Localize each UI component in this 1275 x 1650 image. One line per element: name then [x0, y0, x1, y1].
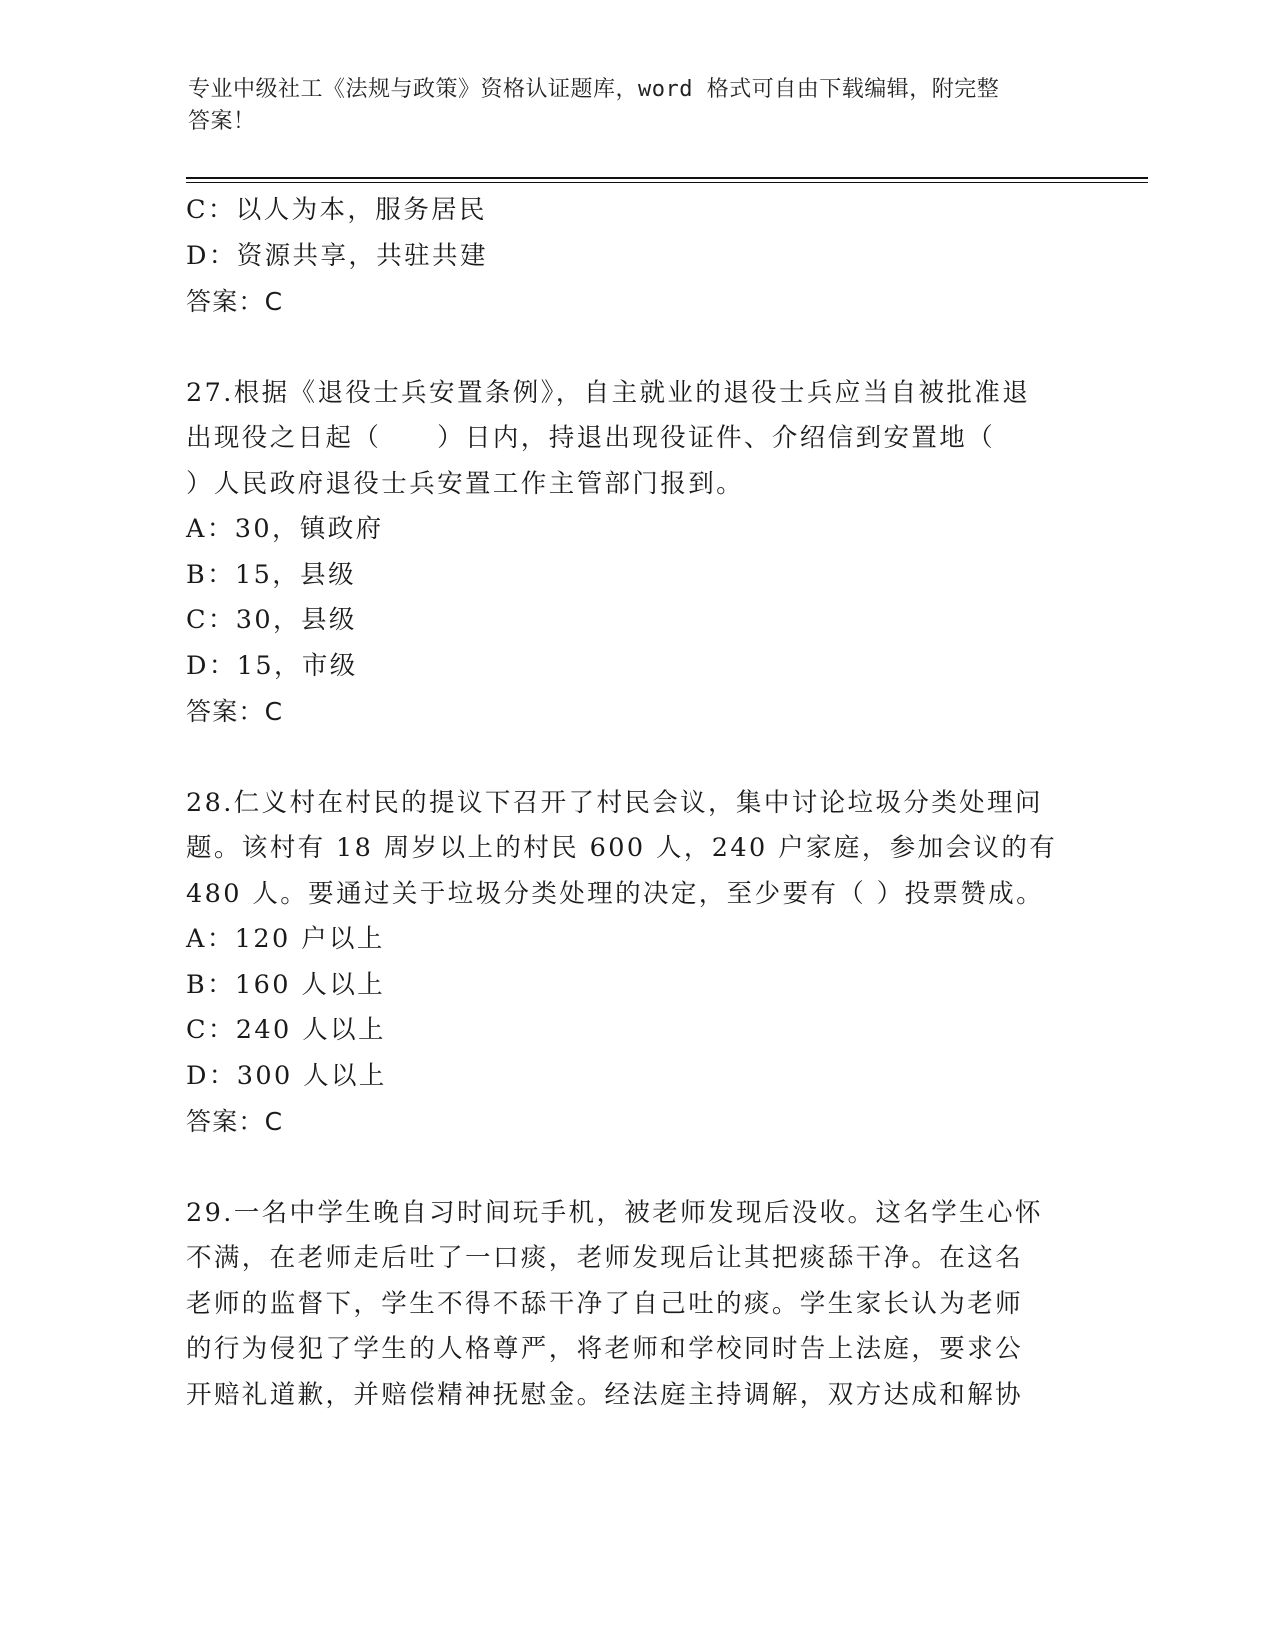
question-stem-line: 开赔礼道歉，并赔偿精神抚慰金。经法庭主持调解，双方达成和解协	[186, 1379, 1024, 1410]
question-stem-line: 28.仁义村在村民的提议下召开了村民会议，集中讨论垃圾分类处理问	[186, 787, 1043, 818]
option-c: C：30，县级	[186, 605, 357, 635]
option-d: D：15，市级	[186, 650, 358, 681]
answer-line: 答案：C	[186, 697, 284, 726]
question-stem-line: 老师的监督下，学生不得不舔干净了自己吐的痰。学生家长认为老师	[186, 1288, 1024, 1319]
answer-line: 答案：C	[186, 287, 284, 316]
header-line-2: 答案！	[188, 109, 256, 134]
header-line-1: 专业中级社工《法规与政策》资格认证题库，word 格式可自由下载编辑，附完整	[188, 77, 1000, 102]
question-stem-line: 出现役之日起（ ）日内，持退出现役证件、介绍信到安置地（	[186, 423, 996, 453]
question-content	[186, 188, 1086, 1418]
spacer	[186, 1145, 1086, 1191]
question-stem-line: 不满，在老师走后吐了一口痰，老师发现后让其把痰舔干净。在这名	[186, 1243, 1024, 1273]
option-c: C：以人为本，服务居民	[186, 195, 487, 225]
option-a: A：30，镇政府	[186, 514, 384, 544]
spacer	[186, 325, 1086, 371]
option-d: D：300 人以上	[186, 1060, 387, 1091]
question-stem-line: 29.一名中学生晚自习时间玩手机，被老师发现后没收。这名学生心怀	[186, 1197, 1043, 1228]
page-header	[188, 74, 1068, 138]
question-27	[186, 371, 1086, 735]
question-stem-line: 480 人。要通过关于垃圾分类处理的决定，至少要有（ ）投票赞成。	[186, 878, 1045, 909]
header-divider-thick	[186, 177, 1148, 179]
answer-line: 答案：C	[186, 1107, 284, 1136]
question-stem-line: ）人民政府退役士兵安置工作主管部门报到。	[186, 468, 745, 499]
question-29	[186, 1191, 1086, 1419]
question-stem-line: 的行为侵犯了学生的人格尊严，将老师和学校同时告上法庭，要求公	[186, 1334, 1024, 1364]
question-28	[186, 781, 1086, 1145]
question-stem-line: 题。该村有 18 周岁以上的村民 600 人，240 户家庭，参加会议的有	[186, 833, 1058, 863]
spacer	[186, 735, 1086, 781]
header-divider-thin	[186, 182, 1148, 183]
option-b: B：15，县级	[186, 559, 356, 590]
option-c: C：240 人以上	[186, 1015, 386, 1045]
option-b: B：160 人以上	[186, 969, 386, 1000]
question-26-tail	[186, 188, 1086, 325]
option-d: D：资源共享，共驻共建	[186, 240, 488, 271]
option-a: A：120 户以上	[186, 924, 385, 954]
question-stem-line: 27.根据《退役士兵安置条例》，自主就业的退役士兵应当自被批准退	[186, 377, 1031, 408]
